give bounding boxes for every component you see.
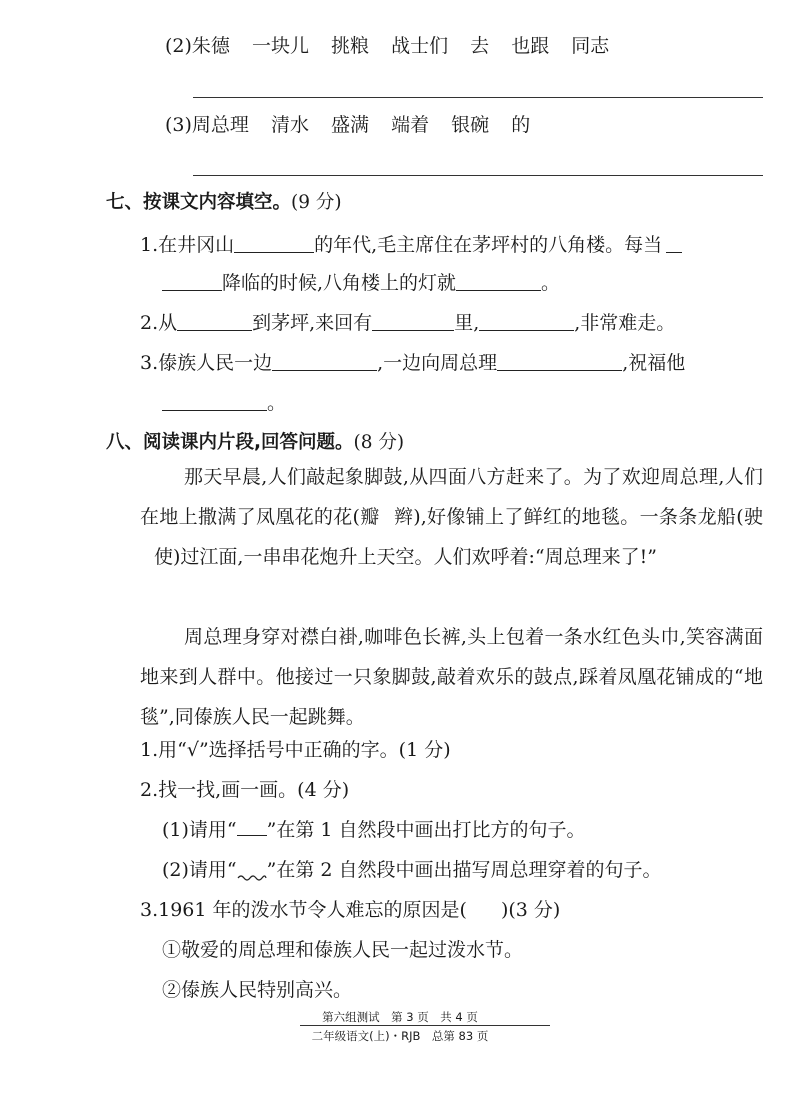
q8-sub3	[140, 897, 560, 923]
q7-item3-text-c: ,祝福他	[622, 352, 686, 374]
para1-text-a: 那天早晨,人们敲起象脚鼓,从四面八方赶来了。为了欢迎周总理,人们在地上撒满了凤凰花的花(	[140, 466, 763, 528]
reading-paragraph-2: 周总理身穿对襟白褂,咖啡色长裤,头上包着一条水红色头巾,笑容满面地来到人群中。他接过一只象脚鼓,敲着欢乐的鼓点,踩着凤凰花铺成的“地毯”,同傣族人民一起跳舞。	[140, 626, 763, 728]
fill-blank[interactable]	[479, 310, 574, 331]
word-chip: 一块儿	[251, 35, 309, 57]
footer-page-info: 第六组测试 第 3 页 共 4 页	[322, 1010, 478, 1024]
q8-sub2-item2-post: ”在第 2 自然段中画出描写周总理穿着的句子。	[266, 859, 662, 881]
word-chip: 的	[511, 114, 531, 136]
fill-blank[interactable]	[456, 270, 541, 291]
q8-sub2-item2-pre: (2)请用“	[162, 859, 237, 881]
word-chip: 银碗	[451, 114, 490, 136]
q7-item1-line2	[162, 270, 560, 296]
fill-blank[interactable]	[666, 232, 682, 253]
q6-item2-label: (2)朱德	[165, 35, 230, 57]
choice-option-1[interactable]: ①敬爱的周总理和傣族人民一起过泼水节。	[162, 939, 524, 961]
fill-blank[interactable]	[272, 350, 377, 371]
fill-blank[interactable]	[497, 350, 622, 371]
q8-heading	[106, 430, 404, 456]
word-chip: 同志	[571, 35, 610, 57]
q7-item2	[140, 310, 675, 336]
word-chip: 端着	[391, 114, 430, 136]
q8-title: 八、阅读课内片段,回答问题。	[106, 432, 354, 453]
q7-item2-text-a: 2.从	[140, 312, 178, 334]
q7-title: 七、按课文内容填空。	[106, 192, 292, 213]
footer-book-info: 二年级语文(上)・RJB 总第 83 页	[311, 1029, 489, 1043]
q7-item3-line1	[140, 350, 685, 376]
q6-item2	[165, 33, 609, 59]
word-chip: 盛满	[331, 114, 370, 136]
q8-sub2-item1-pre: (1)请用“	[162, 819, 237, 841]
q7-item3-text-b: ,一边向周总理	[377, 352, 498, 374]
fill-blank[interactable]	[234, 232, 314, 253]
word-chip: 清水	[270, 114, 309, 136]
footer-divider	[300, 1025, 550, 1026]
fill-blank[interactable]	[162, 390, 267, 411]
q6-item2-answer-line[interactable]	[193, 97, 763, 98]
q8-sub2-item1-post: ”在第 1 自然段中画出打比方的句子。	[266, 819, 586, 841]
q7-item3-text-d: 。	[267, 392, 287, 414]
fill-blank[interactable]	[162, 270, 222, 291]
word-chip: 去	[470, 35, 490, 57]
q8-sub3-pre: 3.1961 年的泼水节令人难忘的原因是(	[140, 899, 467, 921]
q7-item1-line1	[140, 232, 682, 258]
straight-line-symbol	[237, 817, 267, 836]
q8-sub1: 1.用“√”选择括号中正确的字。(1 分)	[140, 739, 451, 761]
q7-score: (9 分)	[291, 192, 342, 213]
q7-item2-text-c: 里,	[454, 312, 480, 334]
q8-score: (8 分)	[353, 432, 405, 453]
fill-blank[interactable]	[177, 310, 252, 331]
char-option[interactable]: 辫	[393, 506, 414, 528]
para1-text-c: )过江面,一串串花炮升上天空。人们欢呼着:“周总理来了!”	[173, 546, 657, 568]
q7-item1-text-b: 的年代,毛主席住在茅坪村的八角楼。每当	[314, 234, 663, 256]
q6-item3-label: (3)周总理	[165, 114, 249, 136]
word-chip: 也跟	[511, 35, 550, 57]
char-option[interactable]: 驶	[743, 506, 763, 528]
wavy-line-symbol	[237, 862, 267, 882]
q7-item3-line2	[162, 390, 286, 416]
q7-heading	[106, 190, 342, 216]
char-option[interactable]: 使	[154, 546, 174, 568]
q8-sub2: 2.找一找,画一画。(4 分)	[140, 779, 350, 801]
q7-item1-text-d: 。	[541, 272, 561, 294]
q8-sub2-item1	[162, 817, 586, 843]
q8-sub3-post: )(3 分)	[500, 899, 561, 921]
reading-paragraph-1	[140, 457, 763, 577]
para1-text-b: ),好像铺上了鲜红的地毯。一条条龙船(	[413, 506, 744, 528]
choice-option-2[interactable]: ②傣族人民特别高兴。	[162, 979, 353, 1001]
q8-sub2-item2	[162, 857, 662, 883]
q7-item2-text-b: 到茅坪,来回有	[252, 312, 373, 334]
q6-item3-answer-line[interactable]	[193, 175, 763, 176]
fill-blank[interactable]	[372, 310, 454, 331]
q7-item2-text-d: ,非常难走。	[574, 312, 676, 334]
q7-item1-text-a: 1.在井冈山	[140, 234, 235, 256]
q6-item3	[165, 112, 530, 138]
word-chip: 挑粮	[331, 35, 370, 57]
char-option[interactable]: 瓣	[359, 506, 380, 528]
q7-item1-text-c: 降临的时候,八角楼上的灯就	[222, 272, 457, 294]
word-chip: 战士们	[391, 35, 449, 57]
q7-item3-text-a: 3.傣族人民一边	[140, 352, 273, 374]
